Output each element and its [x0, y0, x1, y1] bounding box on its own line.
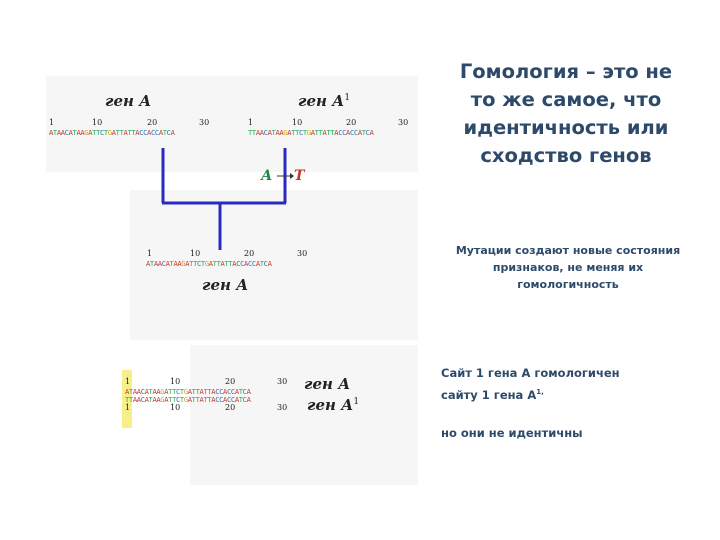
homology-note-line2: сайту 1 гена $А^{1,}$ — [441, 387, 544, 402]
tick-20-bottom: 20 — [244, 249, 255, 258]
tick-10-bottom: 10 — [190, 249, 201, 258]
tick-30-bottom: 30 — [297, 249, 308, 258]
gene-label-bottom: ген А — [202, 276, 249, 294]
alignment-sequence-A: ATAACATAAGATTCTGATTATTACCACCATCA — [125, 387, 251, 396]
tick-20-align-top: 20 — [225, 377, 236, 386]
tick-30-left: 30 — [199, 118, 210, 127]
gene-label-right: ген $А^1$ — [298, 92, 351, 110]
alignment-label-A1: ген $А^1$ — [307, 396, 360, 414]
tick-10-left: 10 — [92, 118, 103, 127]
tick-1-align-top: 1 — [125, 377, 131, 386]
tick-30-align-bottom: 30 — [277, 403, 288, 412]
tick-30-align-top: 30 — [277, 377, 288, 386]
slide-subtitle: Мутации создают новые состояния признаков, не меняя их гомологичность — [455, 244, 681, 291]
tick-1-right: 1 — [248, 118, 254, 127]
tick-1: 1 — [49, 118, 55, 127]
sequence-ancestral-gene: ATAACATAAGATTCTGATTATTACCACCATCA — [146, 259, 272, 268]
tick-20-right: 20 — [346, 118, 357, 127]
tick-20-align-bottom: 20 — [225, 403, 236, 412]
sequence-gene-A1-right: TTAACATAAGATTCTGATTATTACCACCATCA — [248, 128, 374, 137]
tick-10-align-top: 10 — [170, 377, 181, 386]
slide-title: Гомология – это не то же самое, что идентичность или сходство генов — [459, 60, 673, 167]
tick-1-bottom: 1 — [147, 249, 153, 258]
tick-30-right: 30 — [398, 118, 409, 127]
homology-note-line1: Сайт 1 гена А гомологичен — [441, 366, 620, 380]
alignment-label-A1-sup: 1 — [353, 397, 360, 407]
mutation-to-base: Т — [294, 168, 305, 184]
tick-10-right: 10 — [292, 118, 303, 127]
tick-20-left: 20 — [147, 118, 158, 127]
homology-note-sup: 1, — [536, 388, 544, 396]
homology-note-line3: но они не идентичны — [441, 426, 583, 440]
gene-label-left: ген А — [105, 92, 152, 110]
gene-label-right-sup: 1 — [344, 93, 351, 103]
tick-10-align-bottom: 10 — [170, 403, 181, 412]
tick-1-align-bottom: 1 — [125, 403, 131, 412]
sequence-gene-A-left: ATAACATAAGATTCTGATTATTACCACCATCA — [49, 128, 175, 137]
alignment-label-A: ген А — [304, 375, 351, 393]
mutation-from-base: А — [261, 168, 273, 184]
alignment-sequence-A1: TTAACATAAGATTCTGATTATTACCACCATCA — [125, 395, 251, 404]
